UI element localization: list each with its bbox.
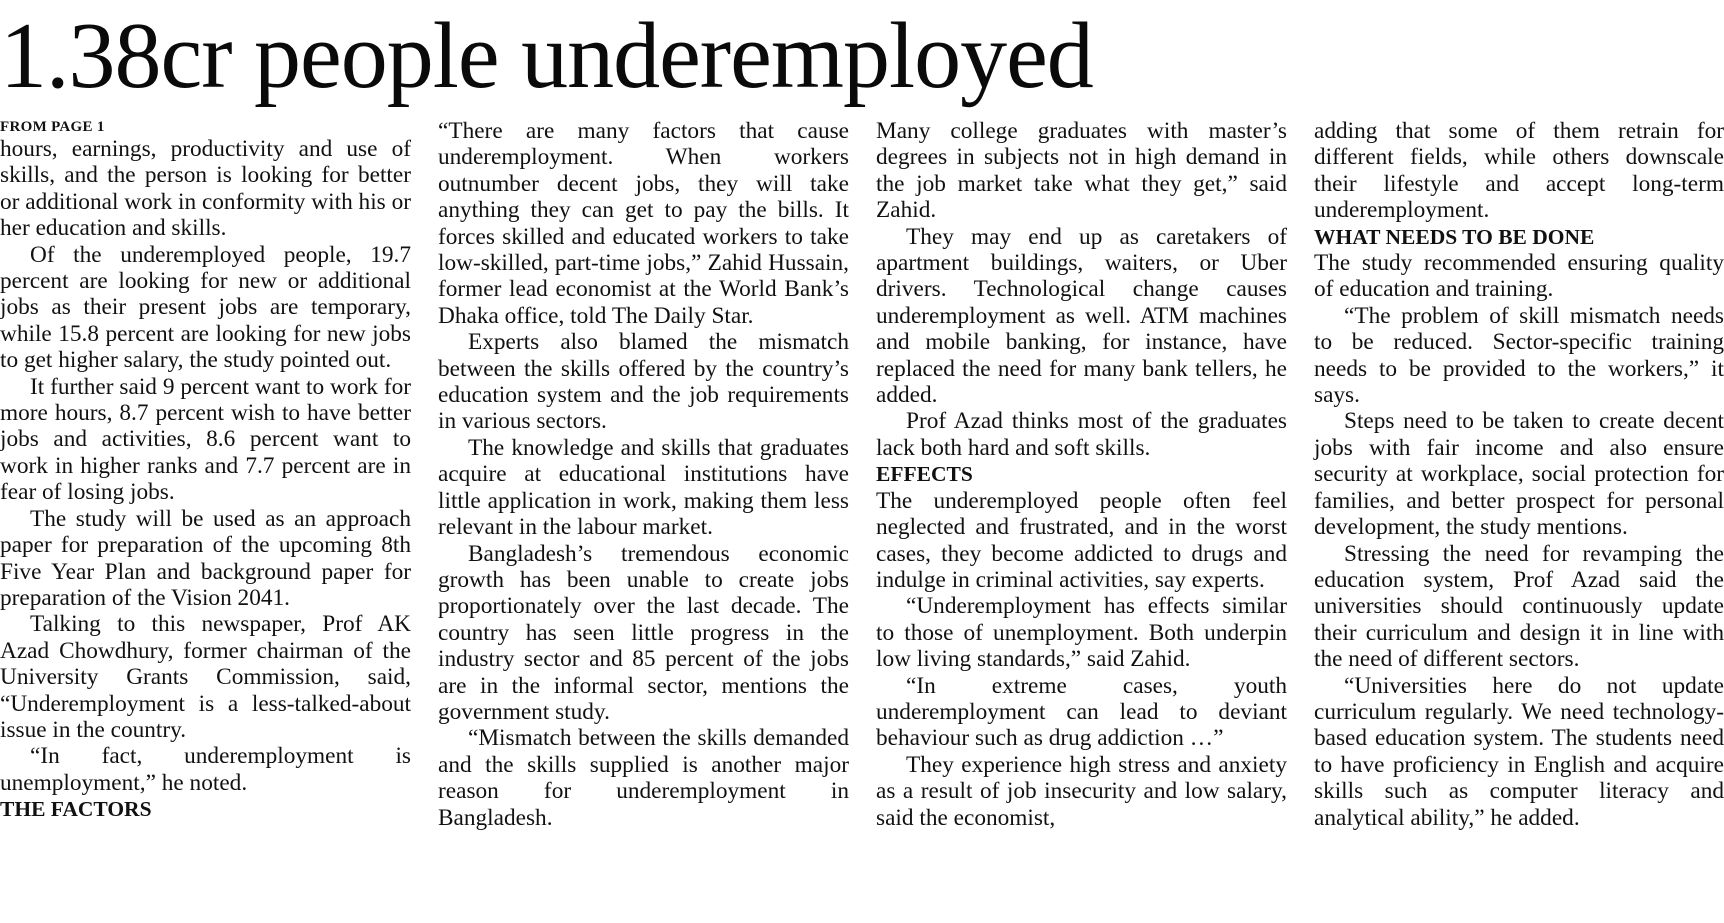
section-subhead: THE FACTORS <box>0 797 152 822</box>
article-paragraph: The underemployed people often feel neglected and frustrated, and in the worst cases, they become addicted to drugs and indulge in criminal activities, say experts. <box>876 487 1287 593</box>
article-paragraph: “The problem of skill mismatch needs to be reduced. Sector-specific training needs to be provided to the workers,” it says. <box>1314 302 1724 409</box>
article-paragraph: “There are many factors that cause underemployment. When workers outnumber decent jobs, they will take anything they can get to pay the bills. It forces skilled and educated workers to take low-skilled, part-time jobs,” Zahid Hussain, former lead economist at the World Bank’s Dhaka office, told The Daily Star. <box>438 118 849 329</box>
article-paragraph: Prof Azad thinks most of the graduates lack both hard and soft skills. <box>876 408 1287 461</box>
article-headline: 1.38cr people underemployed <box>0 4 1093 108</box>
section-subhead: EFFECTS <box>876 462 973 487</box>
section-subhead: WHAT NEEDS TO BE DONE <box>1314 224 1595 249</box>
article-paragraph: “Universities here do not update curriculum regularly. We need technology-based education system. The students need to have proficiency in English and acquire skills such as computer literacy and analytical ability,” he added. <box>1314 672 1724 831</box>
column-body <box>1314 118 1724 831</box>
article-paragraph: The study recommended ensuring quality of education and training. <box>1314 250 1724 303</box>
article-paragraph: The knowledge and skills that graduates acquire at educational institutions have little application in work, making them less relevant in the labour market. <box>438 434 849 541</box>
article-paragraph: The study will be used as an approach paper for preparation of the upcoming 8th Five Year Plan and background paper for preparation of the Vision 2041. <box>0 505 411 611</box>
article-paragraph: It further said 9 percent want to work for more hours, 8.7 percent wish to have better jobs and activities, 8.6 percent want to work in higher ranks and 7.7 percent are in fear of losing jobs. <box>0 373 411 506</box>
article-paragraph: Bangladesh’s tremendous economic growth has been unable to create jobs proportionately over the last decade. The country has seen little progress in the industry sector and 85 percent of the jobs are in the informal sector, mentions the government study. <box>438 540 849 725</box>
article-paragraph: “Mismatch between the skills demanded and the skills supplied is another major reason for underemployment in Bangladesh. <box>438 725 849 831</box>
article-paragraph: Stressing the need for revamping the education system, Prof Azad said the universities should continuously update their curriculum and design it in line with the need of different sectors. <box>1314 540 1724 673</box>
article-paragraph: Of the underemployed people, 19.7 percent are looking for new or additional jobs as their present jobs are temporary, while 15.8 percent are looking for new jobs to get higher salary, the study pointed out. <box>0 241 411 374</box>
from-page-kicker: FROM PAGE 1 <box>0 119 105 135</box>
article-paragraph: Steps need to be taken to create decent jobs with fair income and also ensure security at workplace, social protection for families, and better prospect for personal development, the study mentions. <box>1314 408 1724 541</box>
article-column-4 <box>1314 118 1724 831</box>
column-body <box>876 118 1287 831</box>
article-paragraph: “In fact, underemployment is unemployment,” he noted. <box>0 743 411 796</box>
article-column-3 <box>876 118 1287 831</box>
article-paragraph: They may end up as caretakers of apartment buildings, waiters, or Uber drivers. Technological change causes underemployment as well. ATM machines and mobile banking, for instance, have replaced the need for many bank tellers, he added. <box>876 223 1287 409</box>
article-paragraph: “Underemployment has effects similar to those of unemployment. Both underpin low living standards,” said Zahid. <box>876 593 1287 673</box>
article-paragraph: Experts also blamed the mismatch between the skills offered by the country’s education system and the job requirements in various sectors. <box>438 329 849 435</box>
column-body <box>0 136 411 823</box>
article-column-2 <box>438 118 849 831</box>
article-paragraph: “In extreme cases, youth underemployment can lead to deviant behaviour such as drug addiction …” <box>876 672 1287 752</box>
article-column-1 <box>0 118 411 823</box>
article-paragraph: adding that some of them retrain for different fields, while others downscale their lifestyle and accept long-term underemployment. <box>1314 118 1724 224</box>
article-paragraph: They experience high stress and anxiety as a result of job insecurity and low salary, said the economist, <box>876 751 1287 831</box>
article-paragraph: Talking to this newspaper, Prof AK Azad Chowdhury, former chairman of the University Grants Commission, said, “Underemployment is a less-talked-about issue in the country. <box>0 611 411 743</box>
article-paragraph: Many college graduates with master’s degrees in subjects not in high demand in the job market take what they get,” said Zahid. <box>876 118 1287 224</box>
column-body <box>438 118 849 831</box>
article-paragraph: hours, earnings, productivity and use of skills, and the person is looking for better or additional work in conformity with his or her education and skills. <box>0 136 411 242</box>
